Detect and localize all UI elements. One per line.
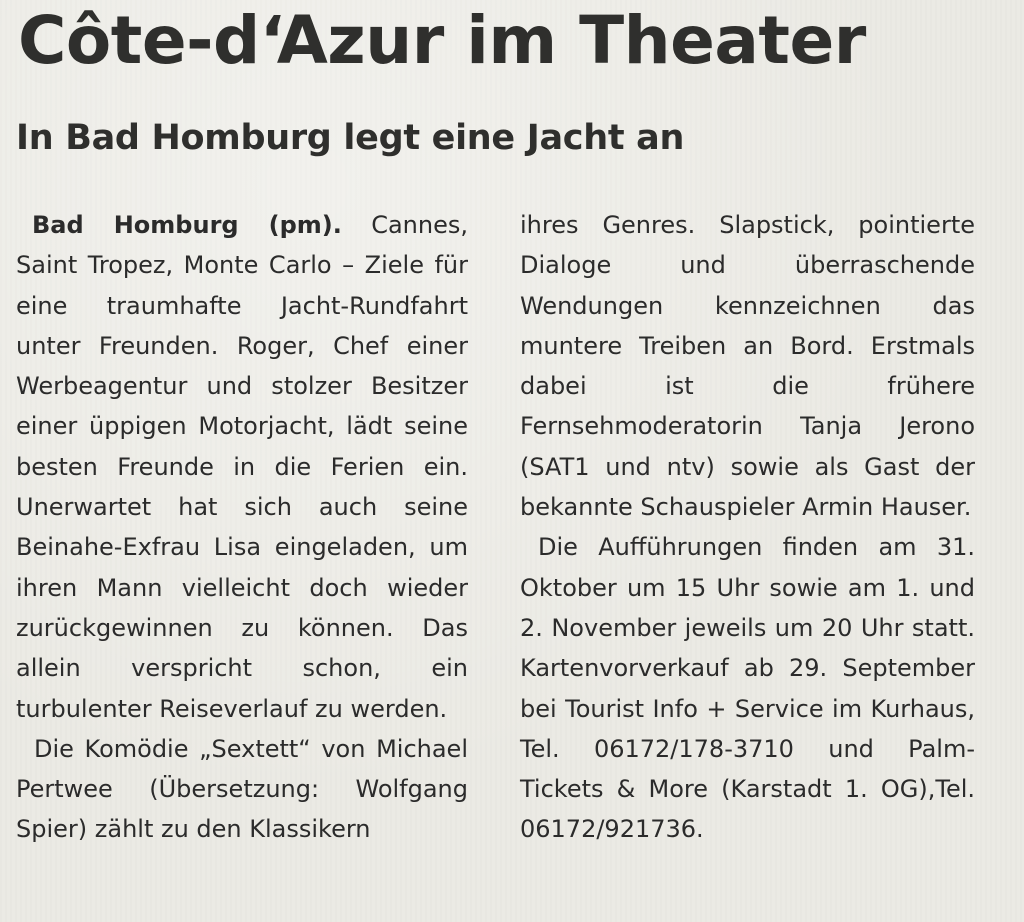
subheadline: In Bad Homburg legt eine Jacht an	[16, 118, 685, 158]
dateline: Bad Homburg (pm).	[32, 211, 342, 239]
paragraph-intro	[16, 205, 468, 729]
article-column-right	[520, 205, 975, 850]
paragraph-performances: Die Aufführungen finden am 31. Oktober um 15 Uhr sowie am 1. und 2. November jeweils um 20 Uhr statt. Kartenvorverkauf ab 29. September bei Tourist Info + Service im Kurhaus, Tel. 06172/178-3710 und Palm-Tickets & More (Karstadt 1. OG),Tel. 06172/921736.	[520, 533, 975, 844]
paragraph-intro-text: Cannes, Saint Tropez, Monte Carlo – Ziele für eine traumhafte Jacht-Rundfahrt unter Freunden. Roger, Chef einer Werbeagentur und stolzer Besitzer einer üppigen Motorjacht, lädt seine besten Freunde in die Ferien ein. Unerwartet hat sich auch seine Beinahe-Exfrau Lisa eingeladen, um ihren Mann vielleicht doch wieder zurückgewinnen zu können. Das allein verspricht schon, ein turbulenter Reiseverlauf zu werden.	[16, 211, 468, 723]
paragraph-genre: ihres Genres. Slapstick, pointierte Dialoge und überraschende Wendungen kennzeichnen das muntere Treiben an Bord. Erstmals dabei ist die frühere Fernsehmoderatorin Tanja Jerono (SAT1 und ntv) sowie als Gast der bekannte Schauspieler Armin Hauser.	[520, 211, 975, 522]
article-column-left	[16, 205, 468, 850]
headline: Côte-d‘Azur im Theater	[18, 2, 866, 79]
paragraph-comedy: Die Komödie „Sextett“ von Michael Pertwee (Übersetzung: Wolfgang Spier) zählt zu den Klassikern	[16, 734, 468, 844]
